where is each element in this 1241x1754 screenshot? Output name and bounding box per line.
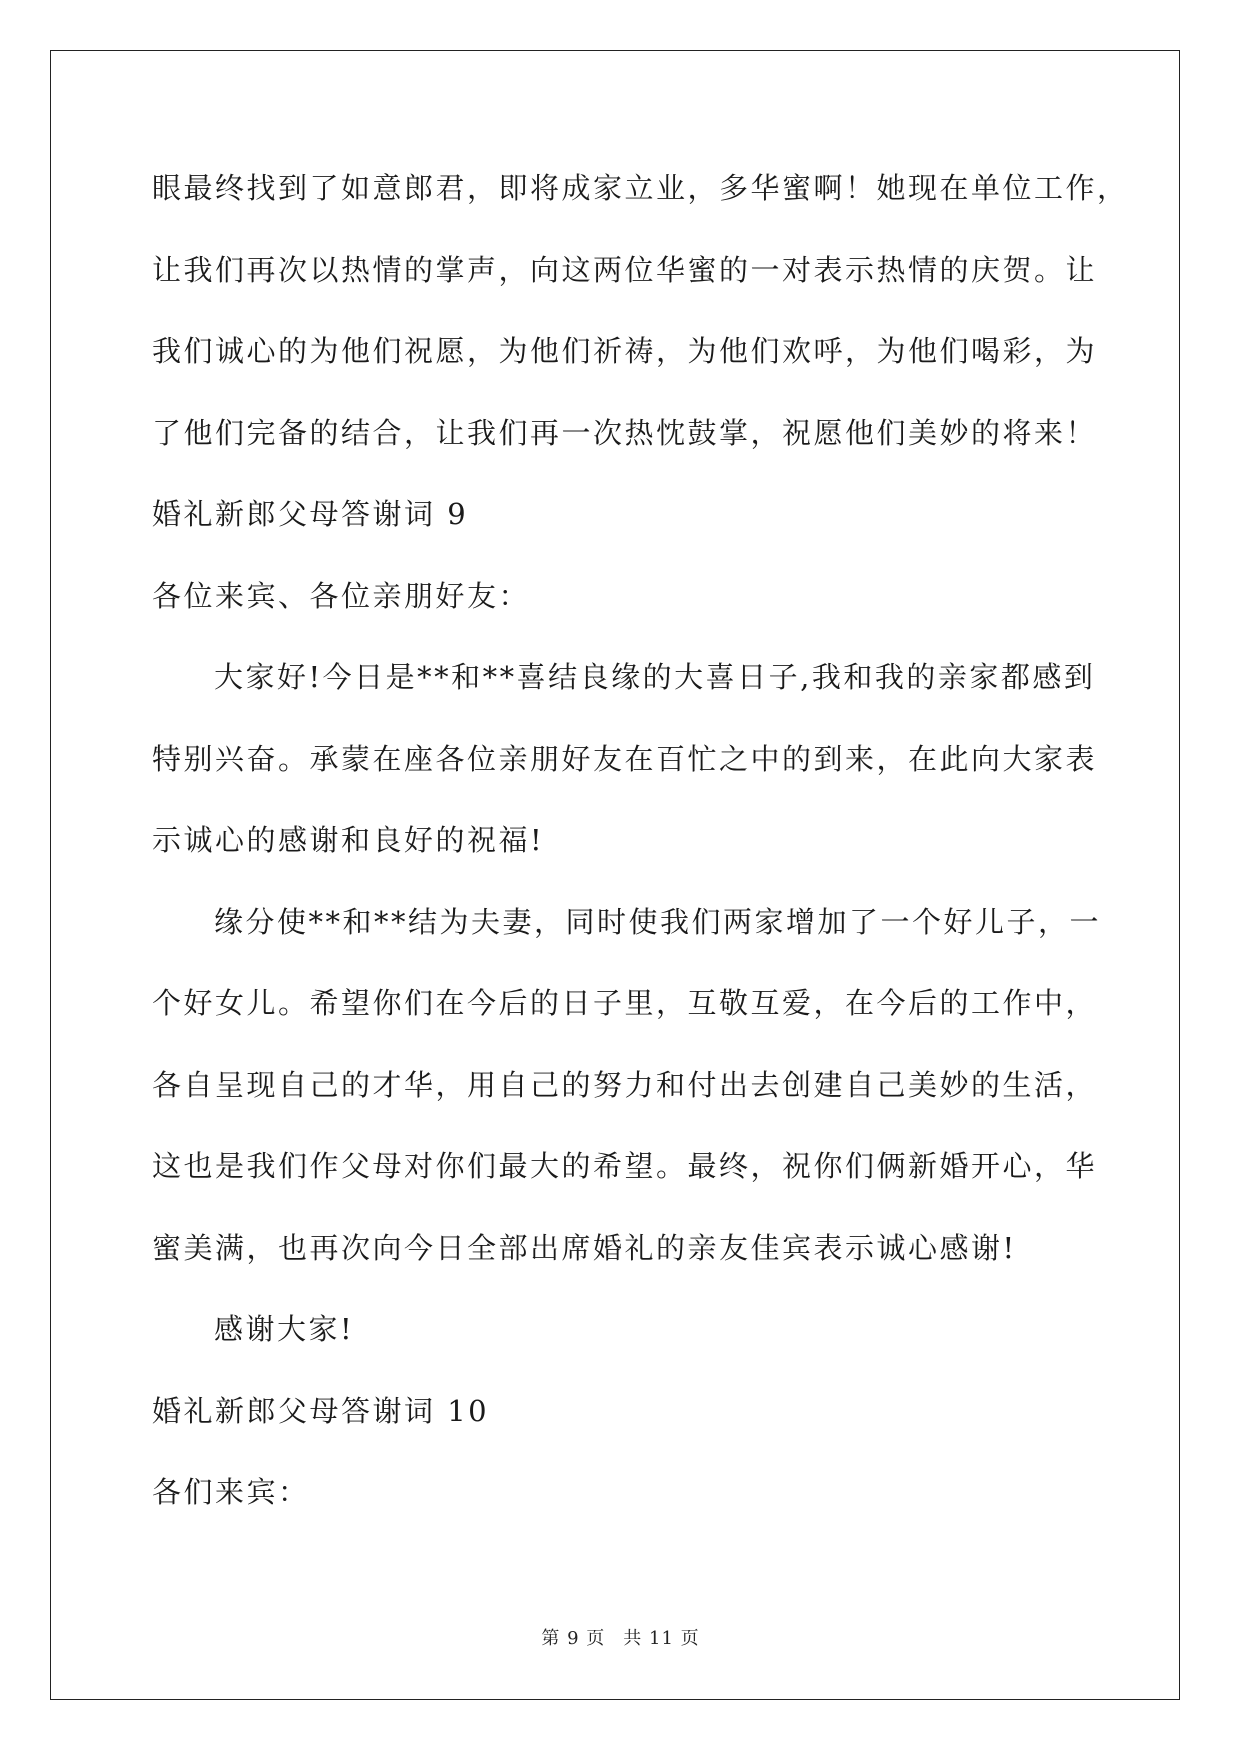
page-total: 共 11 页: [623, 1628, 700, 1649]
text-line: 蜜美满，也再次向今日全部出席婚礼的亲友佳宾表示诚心感谢!: [152, 1230, 1017, 1265]
text-line: 特别兴奋。承蒙在座各位亲朋好友在百忙之中的到来，在此向大家表: [152, 741, 1098, 776]
text-line: 我们诚心的为他们祝愿，为他们祈祷，为他们欢呼，为他们喝彩，为: [152, 334, 1098, 368]
text-line: 眼最终找到了如意郎君，即将成家立业，多华蜜啊！她现在单位工作，: [152, 171, 1129, 205]
text-line: 了他们完备的结合，让我们再一次热忱鼓掌，祝愿他们美妙的将来！: [152, 415, 1098, 450]
document-body: [152, 165, 1129, 1551]
text-line: 个好女儿。希望你们在今后的日子里，互敬互爱，在今后的工作中，: [152, 986, 1098, 1020]
closing-line: 感谢大家!: [214, 1312, 355, 1346]
section-heading: 婚礼新郎父母答谢词 10: [152, 1393, 490, 1428]
text-line: 示诚心的感谢和良好的祝福!: [152, 823, 545, 857]
page-footer: [0, 1624, 1241, 1650]
salutation: 各位来宾、各位亲朋好友：: [152, 578, 531, 613]
text-line: 让我们再次以热情的掌声，向这两位华蜜的一对表示热情的庆贺。让: [152, 252, 1098, 287]
text-line: 大家好!今日是**和**喜结良缘的大喜日子,我和我的亲家都感到: [214, 660, 1096, 694]
salutation: 各们来宾：: [152, 1475, 310, 1509]
text-line: 缘分使**和**结为夫妻，同时使我们两家增加了一个好儿子，一: [214, 904, 1102, 939]
text-line: 各自呈现自己的才华，用自己的努力和付出去创建自己美妙的生活，: [152, 1067, 1098, 1102]
section-heading: 婚礼新郎父母答谢词 9: [152, 497, 469, 531]
page-number: 第 9 页: [541, 1628, 606, 1649]
text-line: 这也是我们作父母对你们最大的希望。最终，祝你们俩新婚开心，华: [152, 1149, 1098, 1183]
